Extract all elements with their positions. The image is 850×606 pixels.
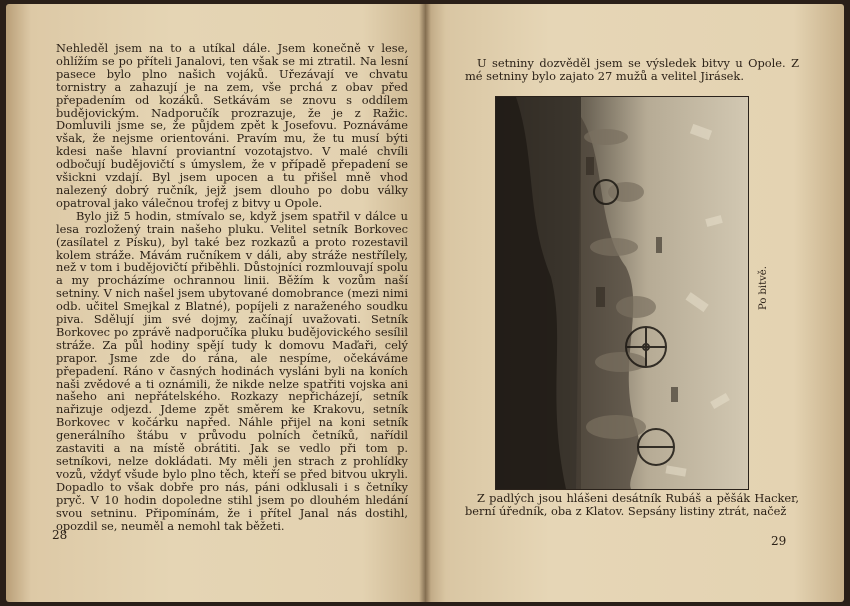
right-page-top-text: U setniny dozvěděl jsem se výsledek bitvy u Opole. Z mé setniny bylo zajato 27 mužů a velitel Jirásek. (465, 56, 799, 83)
right-page (425, 4, 844, 602)
battlefield-photo-image (496, 97, 748, 489)
left-page-text (56, 42, 408, 532)
photo-caption: Po bitvě. (758, 266, 769, 310)
book-spread (6, 4, 844, 602)
page-number-right: 29 (771, 534, 787, 548)
right-page-bottom-text: Z padlých jsou hlášeni desátník Rubáš a pěšák Hacker, berní úředník, oba z Klatov. Sepsány listiny ztrát, načež (465, 491, 799, 518)
paragraph-2: Bylo již 5 hodin, stmívalo se, když jsem spatřil v dálce u lesa rozložený train našeho pluku. Velitel setník Borkovec (zasílatel z Písku), byl také bez rozkazů a proto rozestavil kolem stráže. Mávám ručníkem v dáli, aby stráže nestřílely, než v tom i budějovičtí přiběhli. Důstojníci rozmlouvají spolu a my procházíme ochrannou linii. Běžím k vozům naší setniny. V nich našel jsem ubytované domobrance (mezi nimi odb. učitel Smejkal z Blatné), popíjeli z naraženého soudku piva. Sdělují jim své dojmy, začínají uvažovati. Setník Borkovec po zprávě nadporučíka pluku budějovického sesílil stráže. Za půl hodiny spějí tudy k domovu Maďaři, celý prapor. Jsme zde do rána, ale nespíme, očekáváme přepadení. Ráno v časných hodinách vysláni byli na koních naši zvědové a ti oznámili, že nikde nelze spatřiti vojska ani našeho ani nepřátelského. Rozkazy nepřicházejí, setník nařizuje odjezd. Jdeme zpět směrem ke Krakovu, setník Borkovec v kočárku napřed. Náhle přijel na koni setník generálního štábu v průvodu polních četníků, nařídil zastaviti a na místě obrátiti. Jak se vedlo při tom p. setníkovi, nelze dokládati. My měli jen strach z prohlídky vozů, vždyť všude bylo plno těch, kteří se před bitvou ukryli. Dopadlo to však dobře pro nás, páni odklusali i s četníky pryč. V 10 hodin dopoledne stihl jsem po dlouhém hledání svou setninu. Připomínám, že i přítel Janal nás dostihl, opozdil se, neuměl a nemohl tak běžeti. (56, 208, 408, 533)
left-page (6, 4, 425, 602)
page-number-left: 28 (52, 528, 68, 542)
paragraph-1: Nehleděl jsem na to a utíkal dále. Jsem konečně v lese, ohlížím se po příteli Janalovi, ten však se mi ztratil. Na lesní pasece bylo plno našich vojáků. Uřezávají ve chvatu tornistry a zahazují je na zem, vše prchá z obav před přepadením od kozáků. Setkávám se znovu s oddílem budějovickým. Nadporučík prozrazuje, že je z Ražic. Domluvili jsme se, že půjdem zpět k Josefovu. Poznáváme však, že nejsme orientováni. Pravím mu, že tu musí býti kdesi naše hlavní proviantní vozotajstvo. V malé chvíli odbočují budějovičtí s úmyslem, že v případě přepadení se všickni vzdají. Byl jsem upocen a tu přišel mně vhod nalezený dobrý ručník, jejž jsem dlouho po dobu války opatroval jako válečnou trofej z bitvy u Opole. (56, 41, 408, 210)
book-gutter (419, 4, 431, 602)
battlefield-photo (495, 96, 749, 490)
